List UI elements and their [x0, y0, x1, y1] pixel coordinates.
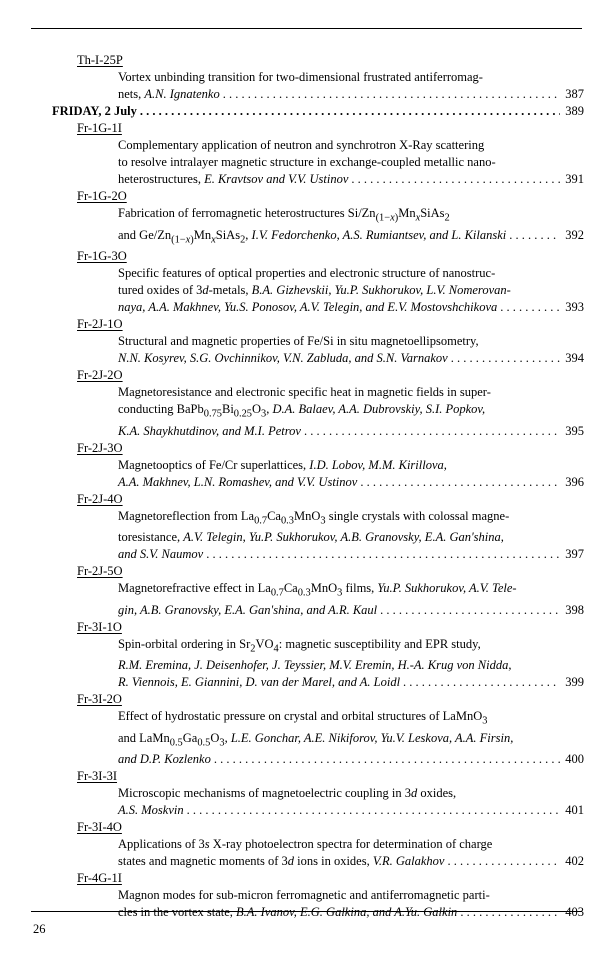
page-ref: 394: [565, 351, 584, 365]
entry-code: Fr-3I-2O: [77, 692, 122, 706]
entry-line: Magnetoresistance and electronic specific heat in magnetic fields in super-: [118, 385, 491, 399]
entry-line: tured oxides of 3d-metals, B.A. Gizhevskii, Yu.P. Sukhorukov, L.V. Nomerovan-: [118, 283, 511, 297]
page-ref: 395: [565, 423, 584, 438]
top-rule: [31, 28, 582, 29]
entry-text: and D.P. Kozlenko: [118, 752, 211, 766]
entry-line: Effect of hydrostatic pressure on crystal and orbital structures of LaMnO$_3$: [118, 709, 488, 727]
dot-leader: [203, 546, 560, 563]
entry-line: Specific features of optical properties and electronic structure of nanostruc-: [118, 266, 496, 280]
entry-text: A.A. Makhnev, L.N. Romashev, and V.V. Ustinov: [118, 474, 358, 489]
entry-line: Vortex unbinding transition for two-dimensional frustrated antiferromag-: [118, 70, 483, 84]
entry-text: naya, A.A. Makhnev, Yu.S. Ponosov, A.V. Telegin, and E.V. Mostovshchikova: [118, 300, 498, 314]
entry-code: Fr-3I-4O: [77, 820, 122, 834]
entry-code: Fr-1G-1I: [77, 121, 122, 135]
entry-line: Applications of 3s X-ray photoelectron spectra for determination of charge: [118, 837, 493, 851]
dot-leader: [497, 299, 560, 316]
page-ref: 389: [565, 104, 584, 118]
entry-line: Magnetooptics of Fe/Cr superlattices, I.D. Lobov, M.M. Kirillova,: [118, 457, 447, 472]
page-ref: 396: [565, 474, 584, 489]
entry-line: conducting $BaPb_{0.75}Bi_{0.25}O_3$, D.A. Balaev, A.A. Dubrovskiy, S.I. Popkov,: [118, 402, 486, 420]
page-ref: 400: [565, 752, 584, 766]
entry-text: R. Viennois, E. Giannini, D. van der Marel, and A. Loidl: [118, 675, 401, 689]
entry-line: and $LaMn_{0.5}Ga_{0.5}O_3$, L.E. Gonchar, A.E. Nikiforov, Yu.V. Leskova, A.A. Firsin,: [118, 730, 514, 748]
entry-last-line: [118, 299, 584, 316]
entry-text: and $Ge/Zn_{(1-x)}Mn_xSiAs_2$, I.V. Fedorchenko, A.S. Rumiantsev, and L. Kilanski: [118, 227, 507, 245]
dot-leader: [211, 751, 560, 768]
entry-line: Magnetorefractive effect in $La_{0.7}Ca_{0.3}MnO_3$ films, Yu.P. Sukhorukov, A.V. Tele-: [118, 581, 517, 599]
page-ref: 398: [565, 602, 584, 617]
page-ref: 392: [565, 227, 584, 242]
dot-leader: [444, 853, 560, 870]
dot-leader: [377, 602, 560, 619]
entry-last-line: [118, 904, 584, 921]
entry-text: gin, A.B. Granovsky, E.A. Gan'shina, and A.R. Kaul: [118, 602, 378, 617]
dot-leader: [457, 904, 560, 921]
entry-line: Microscopic mechanisms of magnetoelectric coupling in 3d oxides,: [118, 786, 457, 800]
entry-last-line: [118, 602, 584, 619]
entry-body: [118, 69, 584, 103]
entry-body: [118, 708, 584, 768]
day-heading-text: FRIDAY, 2 July: [52, 104, 137, 118]
entry-code: Fr-2J-3O: [77, 440, 123, 455]
entry-text: states and magnetic moments of 3d ions in oxides, V.R. Galakhov: [118, 854, 445, 868]
entry-text: heterostructures, E. Kravtsov and V.V. Ustinov: [118, 172, 349, 186]
entry-body: [118, 384, 584, 440]
entry-body: [118, 137, 584, 188]
page-ref: 401: [565, 803, 584, 817]
entry-code: Fr-1G-3O: [77, 249, 127, 263]
entry-code: Fr-3I-1O: [77, 619, 122, 634]
entry-text: and S.V. Naumov: [118, 547, 204, 561]
entry-text: cles in the vortex state, B.A. Ivanov, E.G. Galkina, and A.Yu. Galkin: [118, 905, 458, 919]
entry-last-line: [118, 86, 584, 103]
entry-line: Complementary application of neutron and synchrotron X-Ray scattering: [118, 138, 485, 152]
entry-body: [118, 636, 584, 692]
entry-last-line: [118, 853, 584, 870]
entry-last-line: [118, 423, 584, 440]
dot-leader: [137, 103, 560, 120]
dot-leader: [448, 350, 560, 367]
dot-leader: [348, 171, 560, 188]
entry-code: Th-I-25P: [77, 53, 123, 67]
entry-code: Fr-2J-5O: [77, 564, 123, 578]
entry-line: Spin-orbital ordering in $Sr_2VO_4$: magnetic susceptibility and EPR study,: [118, 636, 481, 654]
page-ref: 391: [565, 172, 584, 186]
entry-text: K.A. Shaykhutdinov, and M.I. Petrov: [118, 423, 301, 438]
entry-text: A.S. Moskvin: [118, 803, 184, 817]
page-ref: 393: [565, 300, 584, 314]
entry-text: N.N. Kosyrev, S.G. Ovchinnikov, V.N. Zabluda, and S.N. Varnakov: [118, 351, 448, 365]
entry-code: Fr-3I-3I: [77, 769, 118, 783]
entry-code: Fr-4G-1I: [77, 871, 122, 885]
entry-body: [118, 836, 584, 870]
entry-last-line: [118, 802, 584, 819]
entry-last-line: [118, 674, 584, 691]
entry-body: [118, 457, 584, 491]
entry-body: [118, 265, 584, 316]
entry-line: Fabrication of ferromagnetic heterostructures $Si/Zn_{(1-x)}Mn_xSiAs_2$: [118, 206, 450, 224]
page-number: 26: [33, 922, 46, 936]
dot-leader: [184, 802, 560, 819]
entry-last-line: [118, 171, 584, 188]
page-ref: 387: [565, 87, 584, 101]
dot-leader: [400, 674, 560, 691]
entry-code: Fr-2J-1O: [77, 317, 123, 331]
entry-text: nets, A.N. Ignatenko: [118, 87, 220, 101]
entry-code: Fr-1G-2O: [77, 189, 127, 203]
entry-body: [118, 205, 584, 248]
entry-last-line: [118, 474, 584, 491]
entry-body: [118, 580, 584, 619]
entry-body: [118, 785, 584, 819]
dot-leader: [301, 423, 560, 440]
entry-code: Fr-2J-4O: [77, 491, 123, 506]
entry-line: Structural and magnetic properties of Fe/Si in situ magnetoellipsometry,: [118, 334, 479, 348]
entry-body: [118, 508, 584, 564]
entry-last-line: [118, 227, 584, 249]
entry-line: toresistance, A.V. Telegin, Yu.P. Sukhorukov, A.B. Granovsky, E.A. Gan'shina,: [118, 530, 504, 544]
entry-line: to resolve intralayer magnetic structure in exchange-coupled metallic nano-: [118, 155, 496, 169]
page-ref: 397: [565, 547, 584, 561]
dot-leader: [506, 227, 560, 244]
table-of-contents: [0, 52, 613, 921]
entry-last-line: [118, 546, 584, 563]
entry-body: [118, 333, 584, 367]
entry-body: [118, 887, 584, 921]
dot-leader: [357, 474, 560, 491]
entry-code: Fr-2J-2O: [77, 368, 123, 382]
entry-last-line: [118, 751, 584, 768]
dot-leader: [220, 86, 560, 103]
entry-last-line: [118, 350, 584, 367]
page-ref: 403: [565, 905, 584, 919]
entry-line: R.M. Eremina, J. Deisenhofer, J. Teyssier, M.V. Eremin, H.-A. Krug von Nidda,: [118, 658, 512, 672]
day-heading-last-line: [52, 103, 584, 120]
entry-line: Magnon modes for sub-micron ferromagnetic and antiferromagnetic parti-: [118, 888, 490, 902]
page-ref: 402: [565, 854, 584, 868]
bottom-rule: [31, 911, 582, 912]
entry-line: Magnetoreflection from $La_{0.7}Ca_{0.3}MnO_3$ single crystals with colossal magne-: [118, 508, 510, 526]
page-ref: 399: [565, 675, 584, 689]
